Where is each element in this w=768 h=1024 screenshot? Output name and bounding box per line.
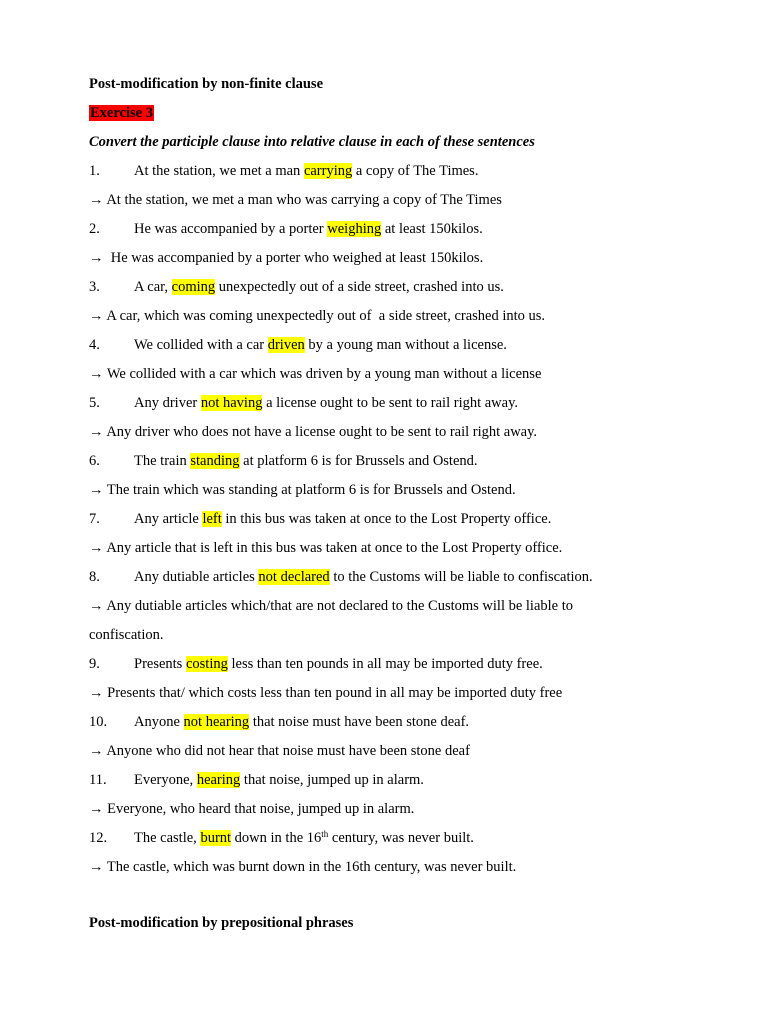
- item-number: 11.: [89, 772, 107, 788]
- item-number: 7.: [89, 511, 100, 527]
- exercise-item: [89, 394, 518, 412]
- arrow-icon: →: [89, 598, 104, 614]
- arrow-icon: →: [89, 308, 104, 324]
- item-number: 5.: [89, 395, 100, 411]
- answer-text: The castle, which was burnt down in the 16th century, was never built.: [103, 859, 517, 875]
- instruction-text: Convert the participle clause into relative clause in each of these sentences: [89, 134, 535, 150]
- exercise-item: [89, 278, 504, 296]
- item-text-before: At the station, we met a man: [134, 163, 304, 179]
- item-text-before: Anyone: [134, 714, 184, 730]
- item-number: 9.: [89, 656, 100, 672]
- item-text-after: down in the 16: [231, 830, 322, 846]
- answer-line: [89, 249, 483, 267]
- answer-line: [89, 365, 541, 383]
- arrow-icon: →: [89, 366, 104, 382]
- exercise-label: Exercise 3: [90, 105, 153, 121]
- exercise-item: [89, 713, 469, 731]
- arrow-icon: →: [89, 540, 104, 556]
- answer-text: He was accompanied by a porter who weighed at least 150kilos.: [103, 250, 484, 266]
- item-text-before: A car,: [134, 279, 172, 295]
- exercise-item: [89, 336, 507, 354]
- highlighted-participle: hearing: [196, 772, 241, 788]
- item-number: 12.: [89, 830, 108, 846]
- section-title-non-finite: Post-modification by non-finite clause: [89, 76, 324, 92]
- highlighted-participle: coming: [171, 279, 216, 295]
- item-text-before: Any dutiable articles: [134, 569, 259, 585]
- arrow-icon: →: [89, 482, 104, 498]
- item-text-before: He was accompanied by a porter: [134, 221, 328, 237]
- arrow-icon: →: [89, 685, 104, 701]
- highlighted-participle: driven: [267, 337, 305, 353]
- highlighted-participle: costing: [185, 656, 228, 672]
- arrow-icon: →: [89, 192, 104, 208]
- answer-line: [89, 742, 470, 760]
- arrow-icon: →: [89, 743, 104, 759]
- item-text-after: that noise must have been stone deaf.: [249, 714, 470, 730]
- item-text-after: in this bus was taken at once to the Lost Property office.: [221, 511, 552, 527]
- exercise-item: [89, 771, 424, 789]
- exercise-label-line: [89, 104, 154, 122]
- answer-line: [89, 481, 516, 499]
- exercise-item: [89, 510, 551, 528]
- answer-text: The train which was standing at platform 6 is for Brussels and Ostend.: [103, 482, 516, 498]
- item-text-after: at platform 6 is for Brussels and Ostend.: [239, 453, 478, 469]
- highlighted-participle: standing: [190, 453, 240, 469]
- item-number: 10.: [89, 714, 108, 730]
- item-text-after: unexpectedly out of a side street, crashed into us.: [215, 279, 504, 295]
- answer-line: [89, 684, 562, 702]
- item-text-after: at least 150kilos.: [381, 221, 483, 237]
- item-text-before: Any driver: [134, 395, 201, 411]
- arrow-icon: →: [89, 859, 104, 875]
- item-number: 2.: [89, 221, 100, 237]
- item-number: 4.: [89, 337, 100, 353]
- item-text-after: to the Customs will be liable to confiscation.: [329, 569, 593, 585]
- item-text-after: less than ten pounds in all may be imported duty free.: [227, 656, 543, 672]
- answer-text: Any article that is left in this bus was taken at once to the Lost Property office.: [103, 540, 563, 556]
- exercise-item: [89, 829, 474, 847]
- answer-text: Any driver who does not have a license ought to be sent to rail right away.: [103, 424, 538, 440]
- item-text-before: Everyone,: [134, 772, 197, 788]
- answer-text: At the station, we met a man who was carrying a copy of The Times: [103, 192, 502, 208]
- item-text-before: The castle,: [134, 830, 201, 846]
- answer-continuation: confiscation.: [89, 627, 164, 643]
- highlighted-participle: burnt: [200, 830, 232, 846]
- item-number: 3.: [89, 279, 100, 295]
- answer-text: A car, which was coming unexpectedly out of a side street, crashed into us.: [103, 308, 546, 324]
- arrow-icon: →: [89, 250, 104, 266]
- highlighted-participle: not hearing: [183, 714, 250, 730]
- answer-line: [89, 191, 502, 209]
- arrow-icon: →: [89, 801, 104, 817]
- answer-text: Anyone who did not hear that noise must have been stone deaf: [103, 743, 470, 759]
- exercise-item: [89, 220, 483, 238]
- item-text-after: by a young man without a license.: [304, 337, 507, 353]
- item-number: 6.: [89, 453, 100, 469]
- item-text-before: Presents: [134, 656, 186, 672]
- exercise-item: [89, 162, 478, 180]
- highlighted-participle: not declared: [258, 569, 330, 585]
- answer-line: [89, 597, 573, 615]
- highlighted-participle: not having: [200, 395, 263, 411]
- answer-line: [89, 539, 562, 557]
- item-number: 8.: [89, 569, 100, 585]
- exercise-item: [89, 655, 543, 673]
- exercise-item: [89, 452, 478, 470]
- highlighted-participle: carrying: [303, 163, 353, 179]
- item-text-before: The train: [134, 453, 191, 469]
- item-text-after-2: century, was never built.: [328, 830, 474, 846]
- section-title-prepositional: Post-modification by prepositional phrases: [89, 915, 354, 931]
- answer-text: Everyone, who heard that noise, jumped up in alarm.: [103, 801, 415, 817]
- item-text-after: that noise, jumped up in alarm.: [240, 772, 424, 788]
- ordinal-superscript: th: [321, 829, 329, 839]
- answer-text: Any dutiable articles which/that are not declared to the Customs will be liable to: [103, 598, 574, 614]
- answer-line: [89, 423, 537, 441]
- item-number: 1.: [89, 163, 100, 179]
- highlighted-participle: weighing: [327, 221, 382, 237]
- highlighted-participle: left: [202, 511, 222, 527]
- item-text-before: Any article: [134, 511, 203, 527]
- answer-text: We collided with a car which was driven by a young man without a license: [103, 366, 542, 382]
- arrow-icon: →: [89, 424, 104, 440]
- answer-line: [89, 800, 414, 818]
- answer-line: [89, 307, 545, 325]
- exercise-item: [89, 568, 593, 586]
- item-text-before: We collided with a car: [134, 337, 268, 353]
- item-text-after: a license ought to be sent to rail right away.: [262, 395, 519, 411]
- item-text-after: a copy of The Times.: [352, 163, 479, 179]
- answer-line: [89, 858, 516, 876]
- answer-text: Presents that/ which costs less than ten pound in all may be imported duty free: [103, 685, 563, 701]
